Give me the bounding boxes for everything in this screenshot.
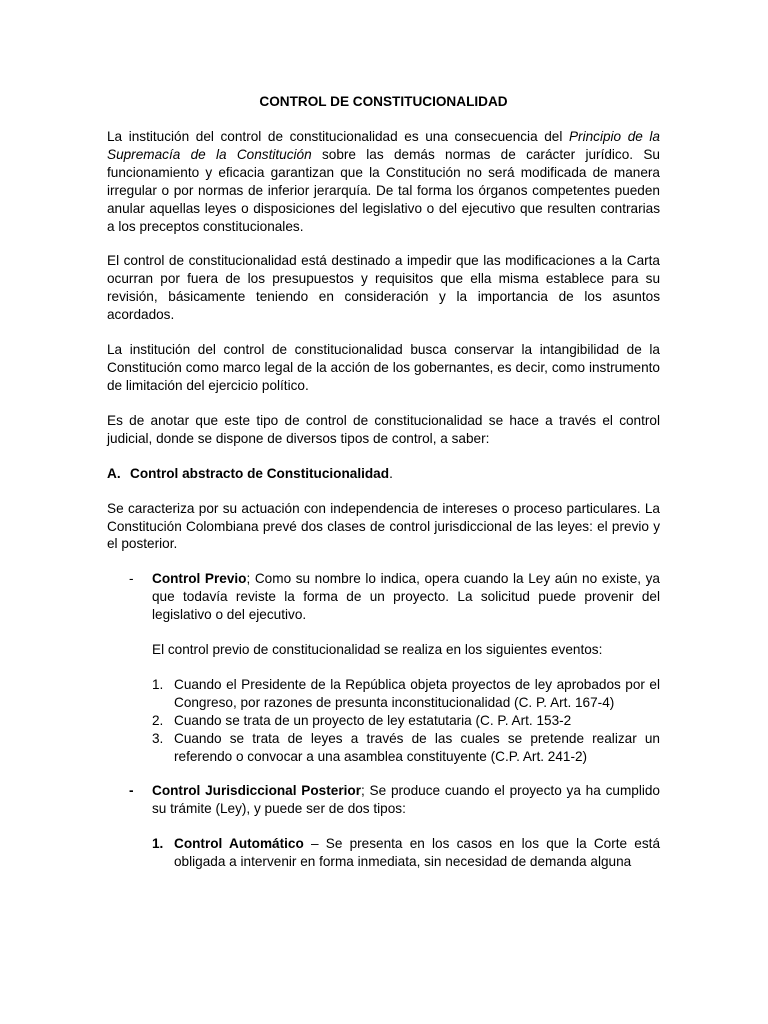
- list-item-text: Cuando se trata de un proyecto de ley estatutaria (C. P. Art. 153-2: [174, 712, 572, 728]
- document-title: CONTROL DE CONSTITUCIONALIDAD: [259, 94, 508, 109]
- list-item-text: Cuando se trata de leyes a través de las cuales se pretende realizar un referendo o convocar a una asamblea constituyente (C.P. Art. 241-2): [174, 730, 660, 764]
- paragraph-judicial-control: Es de anotar que este tipo de control de constitucionalidad se hace a través el control judicial, donde se dispone de diversos tipos de control, a saber:: [107, 412, 660, 446]
- intro-text-after: sobre las demás normas de carácter jurídico. Su funcionamiento y eficacia garantizan que la Constitución no será modificada de manera irregular o por normas de inferior jerarquía. De tal forma los órganos competentes pueden anular aquellas leyes o disposiciones del legislativo o del ejecutivo que resulten contrarias a los preceptos constitucionales.: [107, 146, 660, 234]
- paragraph-purpose: El control de constitucionalidad está destinado a impedir que las modificaciones a la Carta ocurran por fuera de los presupuestos y requisitos que ella misma establece para su revisión, básicamente teniendo en consideración y la importancia de los asuntos acordados.: [107, 253, 660, 323]
- control-previo-text: ; Como su nombre lo indica, opera cuando la Ley aún no existe, ya que todavía reviste la forma de un proyecto. La solicitud puede provenir del legislativo o del ejecutivo.: [152, 571, 660, 623]
- list-item: [107, 676, 660, 712]
- control-posterior-text: ; Se produce cuando el proyecto ya ha cumplido su trámite (Ley), y puede ser de dos tipos:: [152, 783, 660, 817]
- list-item-text: – Se presenta en los casos en los que la Corte está obligada a intervenir en forma inmediata, sin necesidad de demanda alguna: [174, 836, 661, 870]
- intro-text-before: La institución del control de constitucionalidad es una consecuencia del: [107, 129, 569, 144]
- control-posterior-item: [107, 782, 660, 818]
- section-a-title: Control abstracto de Constitucionalidad: [130, 465, 390, 481]
- list-item-label: Control Automático: [174, 836, 304, 852]
- control-previo-label: Control Previo: [152, 571, 247, 587]
- section-a-letter: A.: [107, 465, 121, 481]
- intro-italic-principle: Principio de la Supremacía de la Constitución: [107, 129, 660, 162]
- list-item-number: 1.: [152, 836, 164, 852]
- control-posterior-types-list: [107, 835, 660, 871]
- list-item-number: 3.: [152, 730, 164, 746]
- control-previo-item: [107, 570, 660, 624]
- list-item: [107, 835, 660, 871]
- section-a-heading: [107, 465, 660, 483]
- list-item-number: 1.: [152, 676, 164, 692]
- section-a-title-end: .: [389, 465, 393, 481]
- list-item-number: 2.: [152, 712, 164, 728]
- list-dash: -: [129, 571, 134, 587]
- list-dash: -: [129, 783, 134, 799]
- intro-paragraph: [107, 128, 660, 235]
- control-previo-events-list: [107, 676, 660, 766]
- paragraph-intangibility: La institución del control de constitucionalidad busca conservar la intangibilidad de la Constitución como marco legal de la acción de los gobernantes, es decir, como instrumento de limitación del ejercicio político.: [107, 342, 660, 393]
- list-item: [107, 730, 660, 766]
- section-a-body: Se caracteriza por su actuación con independencia de intereses o proceso particulares. La Constitución Colombiana prevé dos clases de control jurisdiccional de las leyes: el previo y el posterior.: [107, 500, 660, 552]
- control-previo-events-intro: El control previo de constitucionalidad se realiza en los siguientes eventos:: [152, 642, 603, 658]
- list-item-text: Cuando el Presidente de la República objeta proyectos de ley aprobados por el Congreso, por razones de presunta inconstitucionalidad (C. P. Art. 167-4): [174, 676, 660, 710]
- list-item: [107, 712, 660, 730]
- control-posterior-label: Control Jurisdiccional Posterior: [152, 783, 361, 799]
